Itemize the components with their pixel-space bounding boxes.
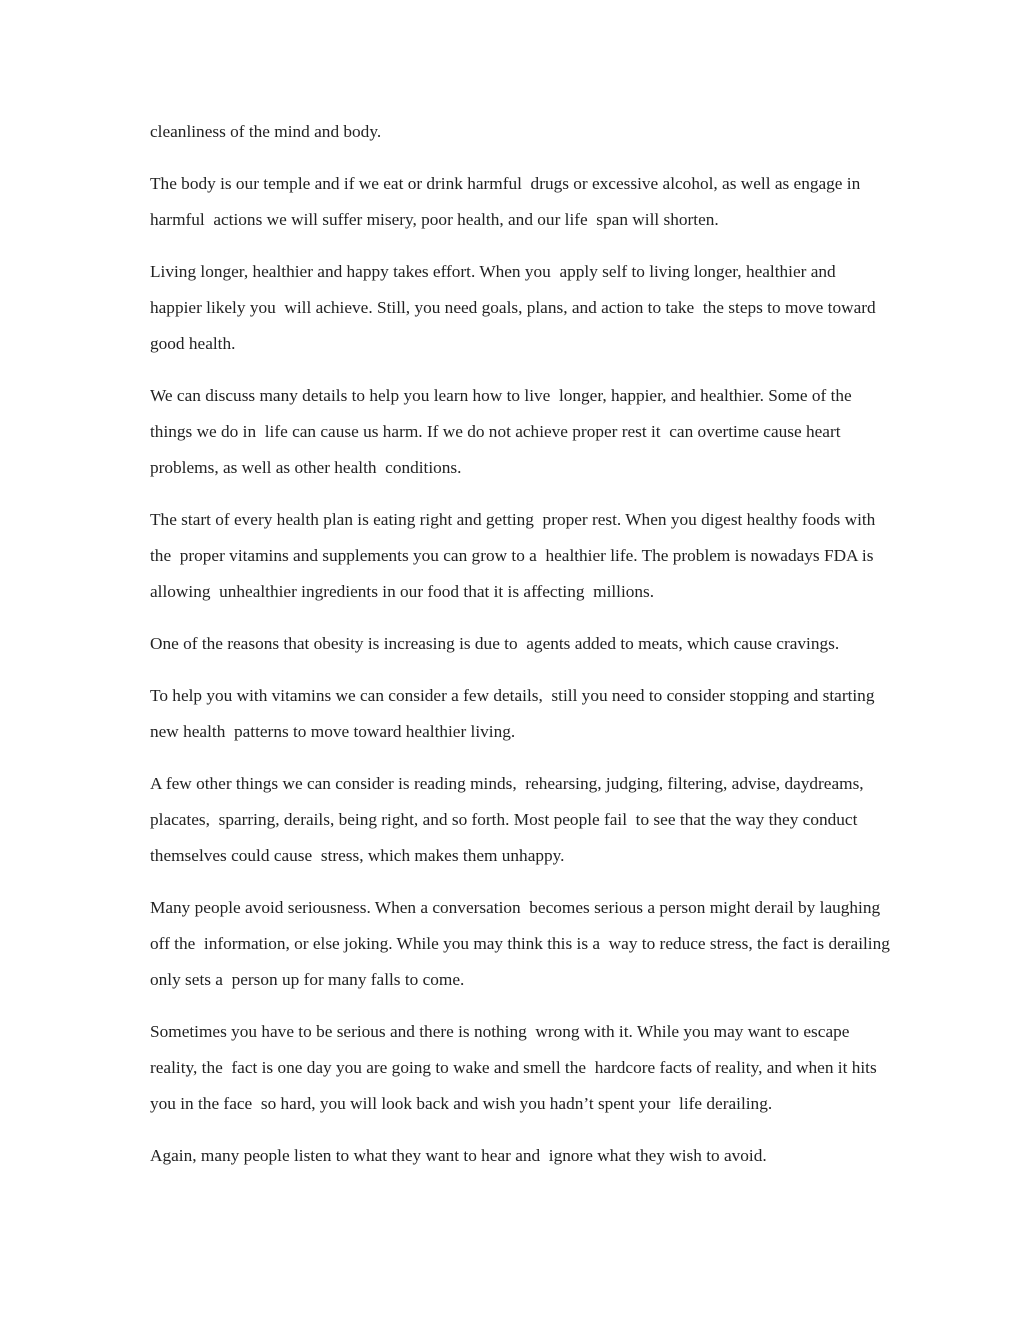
paragraph: A few other things we can consider is reading minds, rehearsing, judging, filtering, advise, daydreams, placates, sparring, derails, being right, and so forth. Most people fail to see that the way they conduct themselves could cause stress, which makes them unhappy. (150, 774, 868, 865)
paragraph: The body is our temple and if we eat or drink harmful drugs or excessive alcohol, as well as engage in harmful actions we will suffer misery, poor health, and our life span will shorten. (150, 174, 865, 229)
paragraph: Sometimes you have to be serious and there is nothing wrong with it. While you may want to escape reality, the fact is one day you are going to wake and smell the hardcore facts of reality, and when it hits you in the face so hard, you will look back and wish you hadn’t spent your life derailing. (150, 1022, 882, 1113)
paragraph: One of the reasons that obesity is increasing is due to agents added to meats, which cause cravings. (150, 634, 840, 653)
paragraph: Living longer, healthier and happy takes effort. When you apply self to living longer, healthier and happier likely you will achieve. Still, you need goals, plans, and action to take the steps to move toward good health. (150, 262, 880, 353)
paragraph: To help you with vitamins we can consider a few details, still you need to consider stopping and starting new health patterns to move toward healthier living. (150, 686, 879, 741)
paragraph: The start of every health plan is eating right and getting proper rest. When you digest healthy foods with the proper vitamins and supplements you can grow to a healthier life. The problem is nowadays FDA is allowing unhealthier ingredients in our food that it is affecting millions. (150, 510, 880, 601)
paragraph: Again, many people listen to what they want to hear and ignore what they wish to avoid. (150, 1146, 767, 1165)
paragraph: Many people avoid seriousness. When a conversation becomes serious a person might derail by laughing off the information, or else joking. While you may think this is a way to reduce stress, the fact is derailing only sets a person up for many falls to come. (150, 898, 895, 989)
paragraph: cleanliness of the mind and body. (150, 122, 382, 141)
paragraph: We can discuss many details to help you learn how to live longer, happier, and healthier. Some of the things we do in life can cause us harm. If we do not achieve proper rest it can overtime cause heart problems, as well as other health conditions. (150, 386, 857, 477)
body-text (150, 114, 895, 1190)
